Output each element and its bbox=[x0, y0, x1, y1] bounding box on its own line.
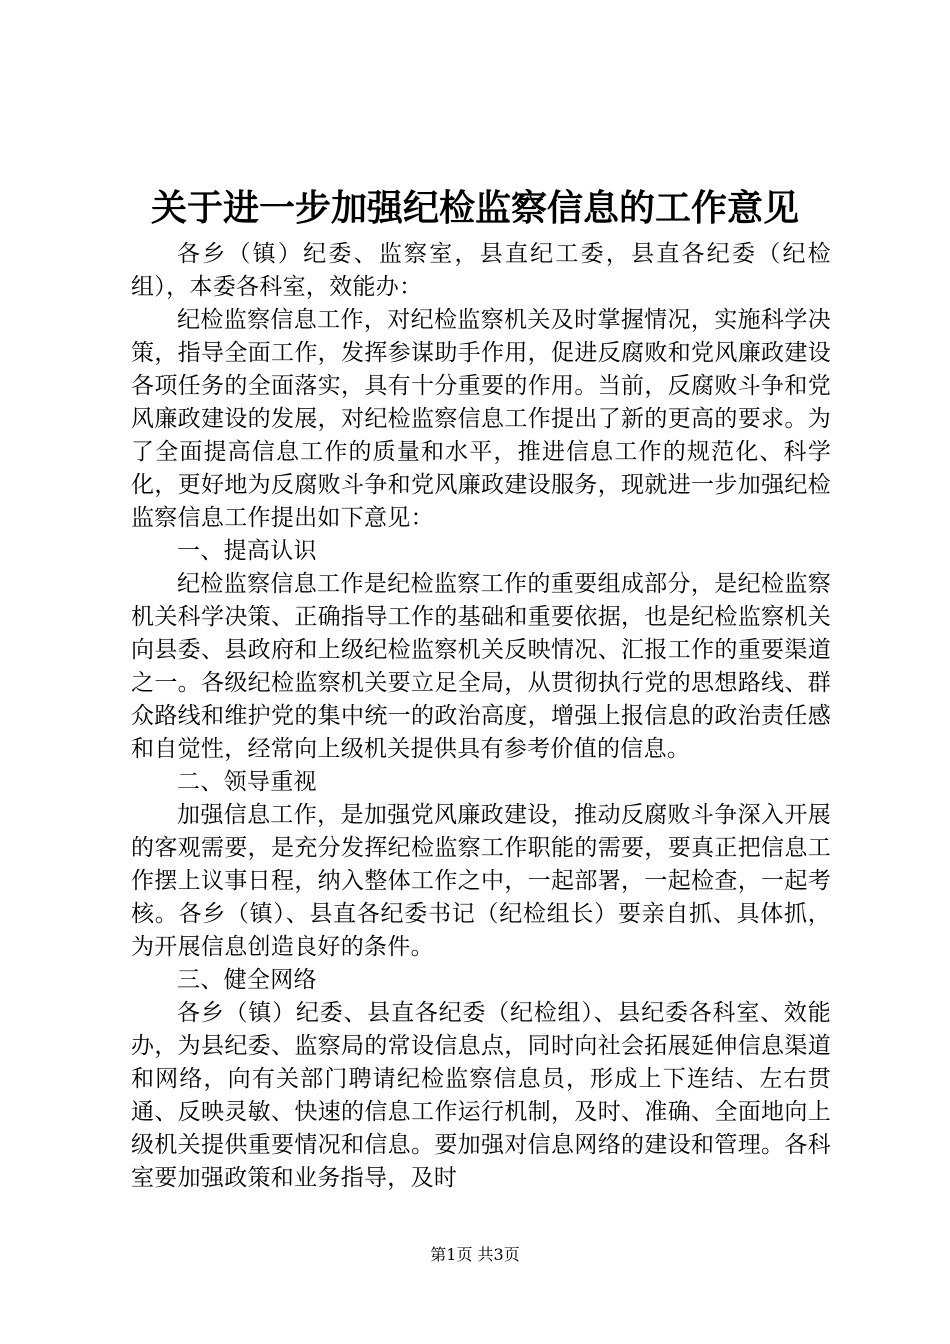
document-body bbox=[131, 238, 831, 1195]
document-title: 关于进一步加强纪检监察信息的工作意见 bbox=[150, 187, 799, 229]
section-1-paragraph: 纪检监察信息工作是纪检监察工作的重要组成部分，是纪检监察机关科学决策、正确指导工作的基础和重要依据，也是纪检监察机关向县委、县政府和上级纪检监察机关反映情况、汇报工作的重要渠道之一。各级纪检监察机关要立足全局，从贯彻执行党的思想路线、群众路线和维护党的集中统一的政治高度，增强上报信息的政治责任感和自觉性，经常向上级机关提供具有参考价值的信息。 bbox=[131, 571, 831, 762]
page-footer: 第1页 共3页 bbox=[430, 1245, 520, 1264]
section-2-paragraph: 加强信息工作，是加强党风廉政建设，推动反腐败斗争深入开展的客观需要，是充分发挥纪检监察工作职能的需要，要真正把信息工作摆上议事日程，纳入整体工作之中，一起部署，一起检查，一起考核。各乡（镇）、县直各纪委书记（纪检组长）要亲自抓、具体抓，为开展信息创造良好的条件。 bbox=[131, 802, 831, 960]
salutation-paragraph: 各乡（镇）纪委、监察室，县直纪工委，县直各纪委（纪检组），本委各科室，效能办： bbox=[131, 241, 831, 300]
section-heading-3: 三、健全网络 bbox=[177, 967, 317, 993]
section-heading-2: 二、领导重视 bbox=[177, 769, 317, 795]
section-heading-1: 一、提高认识 bbox=[177, 538, 317, 564]
intro-paragraph: 纪检监察信息工作，对纪检监察机关及时掌握情况，实施科学决策，指导全面工作，发挥参谋助手作用，促进反腐败和党风廉政建设各项任务的全面落实，具有十分重要的作用。当前，反腐败斗争和党风廉政建设的发展，对纪检监察信息工作提出了新的更高的要求。为了全面提高信息工作的质量和水平，推进信息工作的规范化、科学化，更好地为反腐败斗争和党风廉政建设服务，现就进一步加强纪检监察信息工作提出如下意见： bbox=[131, 307, 831, 531]
section-3-paragraph: 各乡（镇）纪委、县直各纪委（纪检组）、县纪委各科室、效能办，为县纪委、监察局的常设信息点，同时向社会拓展延伸信息渠道和网络，向有关部门聘请纪检监察信息员，形成上下连结、左右贯通、反映灵敏、快速的信息工作运行机制，及时、准确、全面地向上级机关提供重要情况和信息。要加强对信息网络的建设和管理。各科室要加强政策和业务指导，及时 bbox=[131, 1000, 831, 1191]
